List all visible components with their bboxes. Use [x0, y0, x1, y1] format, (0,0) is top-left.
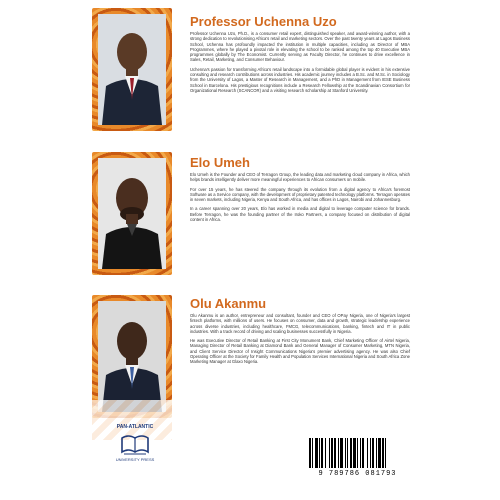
barcode-bar	[321, 438, 323, 468]
bio-paragraph: Professor Uchenna Uzo, Ph.D., is a consumer retail expert, distinguished speaker, and award-winning author, with a strong dedication to revolutionising Africa's retail and marketing sectors. Over the past twenty years at Lagos Business School, Uchenna has profoundly impacted the institution in multiple capacities, including as Director of MBA Programmes, where he played a pivotal role in elevating the school to be ranked among the top 40 Executive MBA programmes globally by The Economist. Currently serving as Faculty Director, he continues to drive excellence in Sales, Retail, Marketing, and Consumer Behaviour.	[190, 31, 410, 63]
barcode-bar	[331, 438, 333, 468]
barcode-bar	[340, 438, 343, 468]
barcode-bars	[305, 438, 410, 470]
barcode-bar	[334, 438, 336, 468]
person-name: Elo Umeh	[190, 155, 250, 170]
barcode-bar	[319, 438, 320, 468]
portrait-photo	[98, 14, 166, 125]
bio-paragraph: In a career spanning over 20 years, Elo has worked in media and digital to leverage computer science for brands. Before Terragon, he was the founding partner of the Iroko Partners, a company focused on distribution of digital content in Africa.	[190, 206, 410, 223]
isbn-number: 9 789786 081793	[318, 470, 397, 478]
bio-paragraph: Olu Akanmu is an author, entrepreneur and consultant, founder and CEO of OPay Nigeria, one of Nigeria's largest fintech platforms, with millions of users. He focuses on consumer, data and growth, strategic leadership experience across diverse industries, including healthcare, FMCG, telecommunications, banking, fintech and IT in public industries. With a track record of driving and scaling businesses successfully in Nigeria.	[190, 313, 410, 334]
barcode-bar	[372, 438, 374, 468]
publisher-subname: UNIVERSITY PRESS	[115, 457, 155, 462]
barcode-bar	[362, 438, 364, 468]
publisher-name: PAN-ATLANTIC	[116, 424, 154, 430]
bio-paragraph: Elo Umeh is the Founder and CEO of Terragon Group, the leading data and marketing cloud company in Africa, which helps brands intelligently deliver more meaningful experiences to African consumers on mobile.	[190, 172, 410, 183]
barcode-bar	[353, 438, 356, 468]
bio-paragraph: Uchenna's passion for transforming Africa's retail landscape into a formidable global player is evident in his extensive consulting and research contributions across industries. His academic journey includes a B.Sc. and M.Sc. in Sociology from the University of Lagos, a Master of Research in Management, and a PhD in Management from IESE Business School in Barcelona. His prestigious recognitions include a Research Fellowship at the Scandinavian Consortium for Organizational Research (SCANCOR) and a visiting research scholarship at Stanford University.	[190, 66, 410, 93]
barcode-bar	[309, 438, 311, 468]
portrait-frame	[92, 152, 172, 275]
bio-paragraph: He was Executive Director of Retail Banking at First City Monument Bank, Chief Marketing Officer of Airtel Nigeria, Managing Director of Retail Banking at Diamond Bank and General Manager of Consumer Marketing, MTN Nigeria, and Client Service Director of Insight Communications Nigeria's premier advertising agency. He was also Chief Operating Officer at the Society for Family Health and Population Services International Nigeria and South Africa Zone Marketing Manager at Glaxo Nigeria.	[190, 338, 410, 365]
barcode-bar	[338, 438, 339, 468]
barcode-bar	[325, 438, 326, 468]
barcode-bar	[360, 438, 361, 468]
barcode-bar	[367, 438, 368, 468]
barcode-bar	[350, 438, 352, 468]
barcode-bar	[312, 438, 313, 468]
bio-paragraph: For over 15 years, he has steered the company through its evolution from a digital agency to Africa's foremost Software as a Service company, with the development of proprietary patented technology platforms. Terragon operates in seven markets, including Nigeria, Kenya and South Africa, and has offices in Lagos, Nairobi and Johannesburg.	[190, 186, 410, 203]
barcode-bar	[370, 438, 371, 468]
barcode-bar	[347, 438, 348, 468]
barcode-bar	[329, 438, 330, 468]
person-name: Olu Akanmu	[190, 296, 267, 311]
portrait-photo	[98, 301, 166, 412]
barcode-bar	[376, 438, 377, 468]
book-icon	[120, 432, 150, 456]
isbn-barcode	[305, 438, 410, 478]
barcode-bar	[357, 438, 358, 468]
barcode-bar	[315, 438, 318, 468]
person-name: Professor Uchenna Uzo	[190, 14, 337, 29]
person-bio	[190, 172, 410, 226]
portrait-frame	[92, 8, 172, 131]
barcode-bar	[378, 438, 381, 468]
person-bio	[190, 31, 410, 97]
barcode-bar	[382, 438, 384, 468]
portrait-photo	[98, 158, 166, 269]
person-bio	[190, 313, 410, 369]
barcode-bar	[345, 438, 346, 468]
publisher-logo	[110, 422, 160, 472]
barcode-bar	[385, 438, 386, 468]
